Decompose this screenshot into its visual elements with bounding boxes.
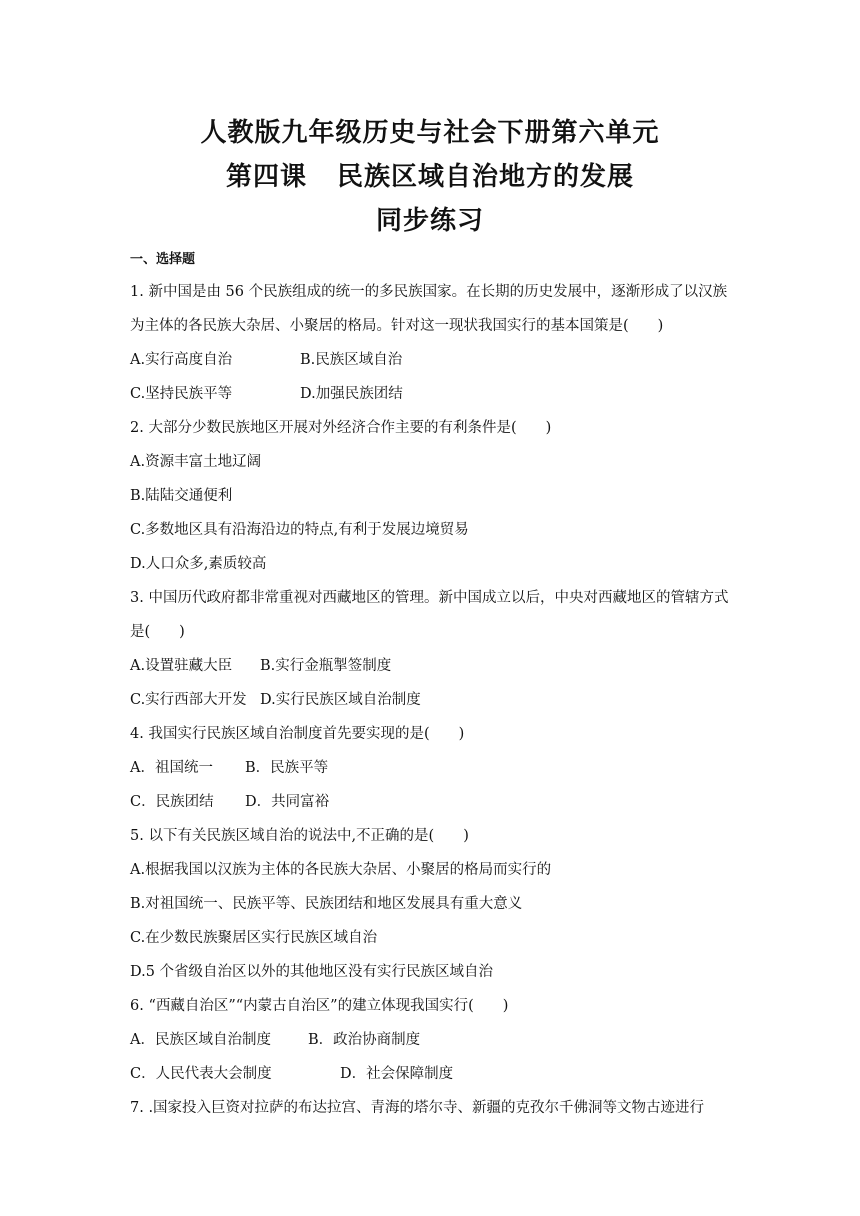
option-d: D.5 个省级自治区以外的其他地区没有实行民族区域自治 — [130, 964, 494, 980]
section-heading: 一、选择题 — [130, 252, 196, 267]
option-b: B.对祖国统一、民族平等、民族团结和地区发展具有重大意义 — [130, 896, 523, 912]
option-c: C．民族团结 — [130, 794, 214, 810]
option-a: A.根据我国以汉族为主体的各民族大杂居、小聚居的格局而实行的 — [130, 862, 552, 878]
option-d: D.人口众多,素质较高 — [130, 556, 267, 572]
option-row — [130, 1026, 735, 1060]
question-stem-6: 6. “西藏自治区”“内蒙古自治区”的建立体现我国实行( ) — [130, 998, 509, 1014]
option-d: D.加强民族团结 — [300, 386, 403, 402]
question-list — [130, 278, 735, 1128]
option-d: D．共同富裕 — [245, 794, 330, 810]
option-row — [130, 686, 735, 720]
option-row — [130, 788, 735, 822]
title-lesson: 第四课 — [225, 162, 307, 192]
option-a: A．民族区域自治制度 — [130, 1032, 271, 1048]
option-b: B．政治协商制度 — [308, 1032, 421, 1048]
option-a: A.资源丰富土地辽阔 — [130, 454, 262, 470]
option-a: A.实行高度自治 — [130, 352, 233, 368]
title-line-1: 人教版九年级历史与社会下册第六单元 — [200, 118, 660, 148]
option-row — [130, 1060, 735, 1094]
option-c: C.多数地区具有沿海沿边的特点,有利于发展边境贸易 — [130, 522, 469, 538]
option-c: C．人民代表大会制度 — [130, 1066, 272, 1082]
option-a: A.设置驻藏大臣 — [130, 658, 233, 674]
title-line-3: 同步练习 — [375, 206, 484, 236]
question-stem-5: 5. 以下有关民族区域自治的说法中,不正确的是( ) — [130, 828, 469, 844]
option-c: C.坚持民族平等 — [130, 386, 233, 402]
title-line-2 — [0, 156, 860, 193]
option-a: A．祖国统一 — [130, 760, 213, 776]
option-row — [130, 380, 735, 414]
option-d: D.实行民族区域自治制度 — [260, 692, 421, 708]
option-row — [130, 652, 735, 686]
question-stem-4: 4. 我国实行民族区域自治制度首先要实现的是( ) — [130, 726, 465, 742]
question-stem-2: 2. 大部分少数民族地区开展对外经济合作主要的有利条件是( ) — [130, 420, 552, 436]
option-b: B．民族平等 — [245, 760, 329, 776]
option-d: D．社会保障制度 — [340, 1066, 454, 1082]
option-b: B.陆陆交通便利 — [130, 488, 233, 504]
question-stem-1: 1. 新中国是由 56 个民族组成的统一的多民族国家。在长期的历史发展中，逐渐形成了以汉族为主体的各民族大杂居、小聚居的格局。针对这一现状我国实行的基本国策是( ) — [130, 284, 728, 334]
title-lesson-name: 民族区域自治地方的发展 — [337, 162, 635, 192]
question-stem-3: 3. 中国历代政府都非常重视对西藏地区的管理。新中国成立以后，中央对西藏地区的管辖方式是( ) — [130, 590, 729, 640]
option-row — [130, 346, 735, 380]
option-c: C.在少数民族聚居区实行民族区域自治 — [130, 930, 378, 946]
option-b: B.实行金瓶掣签制度 — [260, 658, 392, 674]
question-stem-7: 7. .国家投入巨资对拉萨的布达拉宫、青海的塔尔寺、新疆的克孜尔千佛洞等文物古迹进行 — [130, 1100, 705, 1116]
option-row — [130, 754, 735, 788]
option-b: B.民族区域自治 — [300, 352, 403, 368]
option-c: C.实行西部大开发 — [130, 692, 247, 708]
